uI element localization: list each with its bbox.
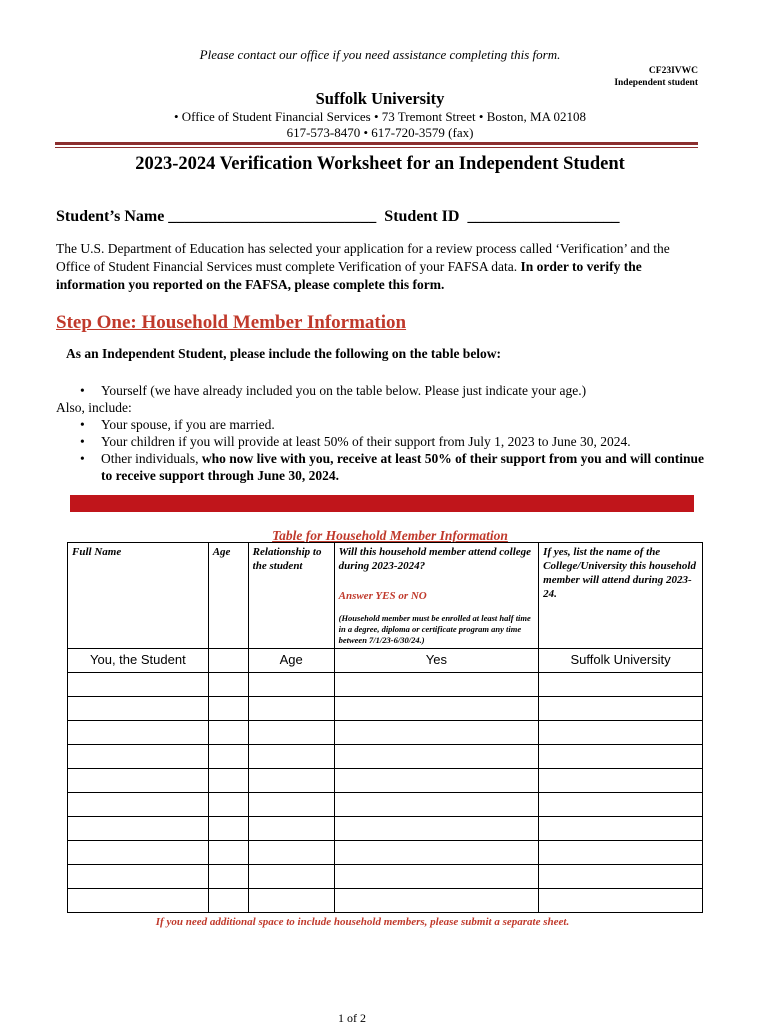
cell-attend[interactable] <box>334 865 539 889</box>
form-type: Independent student <box>614 78 698 88</box>
cell-college[interactable] <box>539 745 703 769</box>
step-one-heading: Step One: Household Member Information <box>56 312 407 333</box>
bullet-item-spouse: • Your spouse, if you are married. <box>80 417 275 432</box>
table-row <box>68 769 703 793</box>
cell-name[interactable] <box>68 865 209 889</box>
student-id-field[interactable]: ___________________ <box>467 208 620 225</box>
table-row <box>68 673 703 697</box>
cell-name[interactable] <box>68 817 209 841</box>
cell-relationship[interactable] <box>248 697 334 721</box>
cell-name[interactable] <box>68 769 209 793</box>
table-row <box>68 889 703 913</box>
bullet-list <box>56 382 716 484</box>
attend-question: Will this household member attend college during 2023-2024? <box>338 546 532 572</box>
header-relationship: Relationship to the student <box>248 543 334 649</box>
cell-age[interactable] <box>208 649 248 673</box>
cell-age[interactable] <box>208 769 248 793</box>
table-row <box>68 793 703 817</box>
intro-bold-text: In order to verify the information you reported on the FAFSA, please complete this form. <box>56 259 642 292</box>
cell-name[interactable] <box>68 721 209 745</box>
cell-age[interactable] <box>208 841 248 865</box>
cell-college[interactable] <box>539 769 703 793</box>
table-row <box>68 649 703 673</box>
cell-name: You, the Student <box>68 649 209 673</box>
bullet-item-others: • Other individuals, who now live with you, receive at least 50% of their support from you and will continue to receive support through June 30, 2024. <box>80 451 704 483</box>
cell-college[interactable] <box>539 817 703 841</box>
cell-attend[interactable] <box>334 673 539 697</box>
address-line-2: 617-573-8470 • 617-720-3579 (fax) <box>286 125 474 140</box>
intro-paragraph <box>56 240 706 294</box>
cell-college[interactable] <box>539 841 703 865</box>
cell-attend[interactable] <box>334 841 539 865</box>
table-row <box>68 865 703 889</box>
cell-attend[interactable] <box>334 697 539 721</box>
bullet-item-yourself: • Yourself (we have already included you on the table below. Please just indicate your age.) <box>80 383 587 398</box>
cell-relationship[interactable] <box>248 769 334 793</box>
cell-age[interactable] <box>208 745 248 769</box>
cell-age[interactable] <box>208 889 248 913</box>
address-line-1: • Office of Student Financial Services • 73 Tremont Street • Boston, MA 02108 <box>173 109 587 124</box>
cell-relationship[interactable] <box>248 721 334 745</box>
enrolled-note: (Household member must be enrolled at least half time in a degree, diploma or certificate program any time between 7/1/23-6/30/24.) <box>338 613 531 645</box>
cell-age[interactable] <box>208 793 248 817</box>
form-code: CF23IVWC <box>648 66 698 76</box>
bullet-dot-icon: • <box>80 451 85 466</box>
cell-relationship[interactable] <box>248 841 334 865</box>
cell-college[interactable] <box>539 697 703 721</box>
step-one-instruction: As an Independent Student, please include the following on the table below: <box>66 346 502 361</box>
section-divider-bar <box>70 495 694 512</box>
table-row <box>68 841 703 865</box>
table-header-row <box>68 543 703 649</box>
student-name-field[interactable]: __________________________ <box>168 208 377 225</box>
page-number: 1 of 2 <box>338 1011 366 1024</box>
table-row <box>68 697 703 721</box>
bullet-item-children: • Your children if you will provide at least 50% of their support from July 1, 2023 to June 30, 2024. <box>80 434 631 449</box>
form-code-block <box>614 65 698 89</box>
cell-attend[interactable] <box>334 745 539 769</box>
office-address <box>0 109 760 141</box>
cell-relationship[interactable] <box>248 793 334 817</box>
table-row <box>68 721 703 745</box>
cell-relationship: Age <box>248 649 334 673</box>
cell-attend[interactable] <box>334 769 539 793</box>
header-college: If yes, list the name of the College/University this household member will attend during 2023-24. <box>539 543 703 649</box>
cell-name[interactable] <box>68 793 209 817</box>
cell-age[interactable] <box>208 697 248 721</box>
cell-name[interactable] <box>68 745 209 769</box>
header-attend <box>334 543 539 649</box>
header-age: Age <box>208 543 248 649</box>
cell-college[interactable] <box>539 673 703 697</box>
answer-yes-no: Answer YES or NO <box>338 590 427 602</box>
cell-college[interactable] <box>539 865 703 889</box>
cell-age[interactable] <box>208 673 248 697</box>
page-title: 2023-2024 Verification Worksheet for an Independent Student <box>135 154 625 174</box>
student-fields <box>56 208 623 226</box>
cell-attend[interactable] <box>334 793 539 817</box>
cell-age[interactable] <box>208 817 248 841</box>
table-row <box>68 745 703 769</box>
cell-relationship[interactable] <box>248 745 334 769</box>
cell-college: Suffolk University <box>539 649 703 673</box>
cell-college[interactable] <box>539 721 703 745</box>
header-rule-thick <box>55 142 698 145</box>
cell-college[interactable] <box>539 889 703 913</box>
contact-note: Please contact our office if you need assistance completing this form. <box>199 47 561 62</box>
cell-age[interactable] <box>208 865 248 889</box>
cell-name[interactable] <box>68 697 209 721</box>
student-id-label: Student ID <box>384 208 460 225</box>
cell-relationship[interactable] <box>248 889 334 913</box>
header-rule-thin <box>55 147 698 148</box>
cell-name[interactable] <box>68 841 209 865</box>
bullet-dot-icon: • <box>80 434 85 449</box>
bullet-dot-icon: • <box>80 383 85 398</box>
cell-attend: Yes <box>334 649 539 673</box>
cell-attend[interactable] <box>334 721 539 745</box>
student-name-label: Student’s Name <box>56 208 165 225</box>
additional-space-note: If you need additional space to include household members, please submit a separate sheet. <box>155 916 570 928</box>
cell-age[interactable] <box>208 721 248 745</box>
cell-attend[interactable] <box>334 817 539 841</box>
university-name: Suffolk University <box>315 89 445 108</box>
household-table <box>67 542 703 913</box>
cell-name[interactable] <box>68 673 209 697</box>
cell-name[interactable] <box>68 889 209 913</box>
table-row <box>68 817 703 841</box>
intro-text: The U.S. Department of Education has selected your application for a review process called ‘Verification’ and the Office of Student Financial Services must complete Verification of your FAFSA data. <box>56 241 670 274</box>
cell-college[interactable] <box>539 793 703 817</box>
header-full-name: Full Name <box>68 543 209 649</box>
cell-relationship[interactable] <box>248 817 334 841</box>
bullet-dot-icon: • <box>80 417 85 432</box>
cell-relationship[interactable] <box>248 673 334 697</box>
also-include-label: Also, include: <box>56 400 132 415</box>
cell-attend[interactable] <box>334 889 539 913</box>
cell-relationship[interactable] <box>248 865 334 889</box>
table-caption: Table for Household Member Information <box>272 528 508 543</box>
